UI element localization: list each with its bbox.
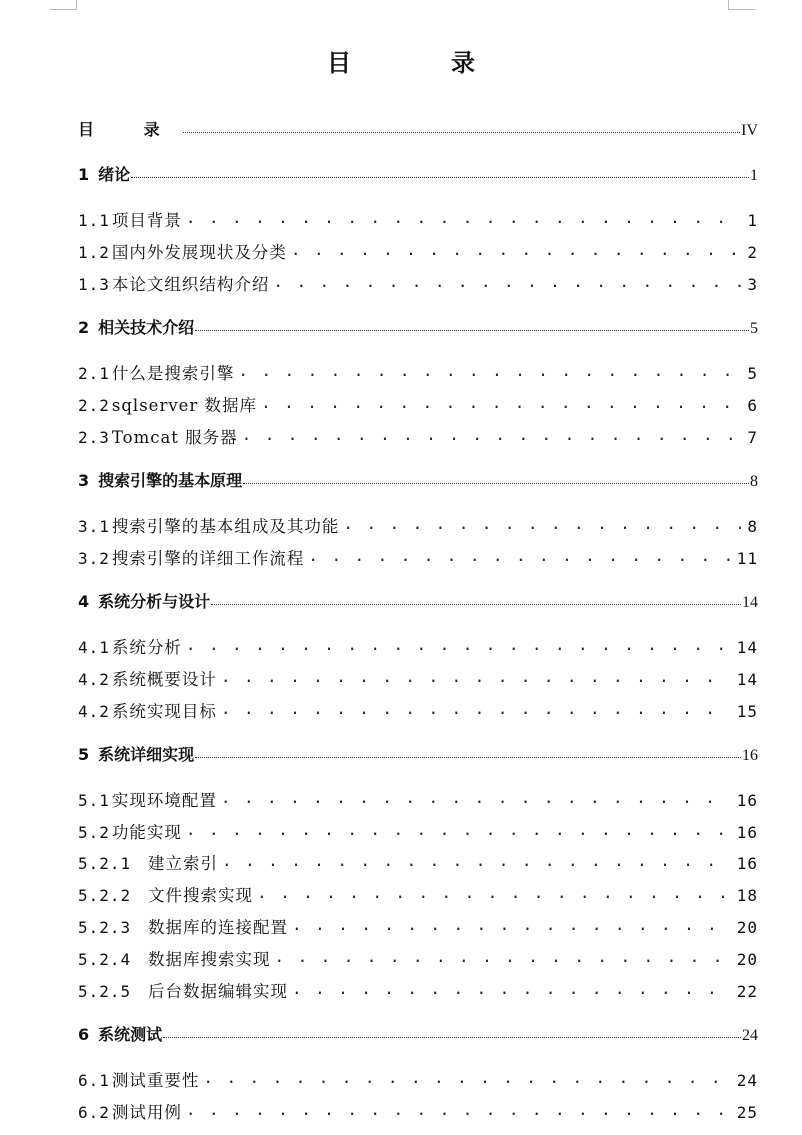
toc-entry-label: 建立索引 bbox=[148, 854, 218, 873]
toc-entry-number: 2.2 bbox=[78, 396, 110, 415]
toc-entry-label: 系统测试 bbox=[98, 1025, 163, 1044]
toc-page-number: 15 bbox=[736, 702, 758, 721]
toc-dot-leader bbox=[203, 1072, 730, 1086]
toc-entry-label: 系统概要设计 bbox=[111, 670, 217, 689]
toc-entry-label: 搜索引擎的详细工作流程 bbox=[111, 549, 305, 568]
toc-chapter-entry[interactable] bbox=[78, 1022, 758, 1048]
toc-page-number: 5 bbox=[747, 364, 758, 383]
toc-dot-leader bbox=[186, 212, 741, 226]
toc-page-number: 16 bbox=[736, 823, 758, 842]
toc-page-number: 1 bbox=[747, 211, 758, 230]
toc-section-entry[interactable] bbox=[78, 634, 758, 660]
toc-entry-number: 5.2 bbox=[78, 823, 110, 842]
toc-page-number: 16 bbox=[736, 791, 758, 810]
toc-entry-label: 绪论 bbox=[98, 165, 131, 184]
toc-dot-leader bbox=[222, 855, 731, 869]
toc-section-entry[interactable] bbox=[78, 787, 758, 813]
toc-entry-number: 5.2.4 bbox=[78, 950, 132, 969]
toc-dot-leader bbox=[243, 469, 749, 484]
toc-page-number: 16 bbox=[736, 854, 758, 873]
toc-dot-leader bbox=[221, 792, 731, 806]
toc-entry-label: 目 录 bbox=[78, 120, 182, 139]
toc-page-number: 16 bbox=[742, 747, 758, 764]
toc-page-number: 11 bbox=[736, 549, 758, 568]
toc-chapter-entry[interactable] bbox=[78, 162, 758, 188]
toc-page-number: 20 bbox=[736, 918, 758, 937]
toc-entry-number: 1.1 bbox=[78, 211, 110, 230]
toc-page-number: 8 bbox=[750, 473, 758, 490]
toc-entry-number: 6.2 bbox=[78, 1103, 110, 1122]
toc-page-number: 5 bbox=[750, 320, 758, 337]
toc-page-number: 25 bbox=[736, 1103, 758, 1122]
toc-section-entry[interactable] bbox=[78, 666, 758, 692]
toc-page-number: 8 bbox=[747, 517, 758, 536]
toc-entry-label: 系统分析 bbox=[111, 638, 182, 657]
toc-entry-label: 搜索引擎的基本组成及其功能 bbox=[111, 517, 340, 536]
toc-entry-label: 相关技术介绍 bbox=[98, 318, 195, 337]
toc-section-entry[interactable] bbox=[78, 882, 758, 908]
toc-page-number: 1 bbox=[750, 167, 758, 184]
toc-entry-label: 实现环境配置 bbox=[111, 791, 217, 810]
toc-section-entry[interactable] bbox=[78, 698, 758, 724]
toc-page-number: 20 bbox=[736, 950, 758, 969]
toc-entry-number: 5.1 bbox=[78, 791, 110, 810]
toc-dot-leader bbox=[195, 743, 741, 758]
toc-entry-number: 3 bbox=[78, 471, 90, 490]
toc-entry-label: 测试用例 bbox=[111, 1103, 182, 1122]
toc-dot-leader bbox=[186, 639, 731, 653]
toc-entry-label: 系统分析与设计 bbox=[98, 592, 211, 611]
toc-section-entry[interactable] bbox=[78, 207, 758, 233]
toc-dot-leader bbox=[131, 163, 749, 178]
toc-entry-number: 2.3 bbox=[78, 428, 110, 447]
toc-dot-leader bbox=[211, 590, 741, 605]
toc-page-number: 14 bbox=[736, 670, 758, 689]
toc-page-number: 14 bbox=[736, 638, 758, 657]
toc-entry-number: 5 bbox=[78, 745, 90, 764]
toc-section-entry[interactable] bbox=[78, 392, 758, 418]
toc-entry-number: 1.3 bbox=[78, 275, 110, 294]
toc-section-entry[interactable] bbox=[78, 978, 758, 1004]
toc-dot-leader bbox=[186, 824, 731, 838]
toc-page-number: 18 bbox=[736, 886, 758, 905]
toc-section-entry[interactable] bbox=[78, 914, 758, 940]
toc-entry-label: 系统实现目标 bbox=[111, 702, 217, 721]
toc-entry-number: 6 bbox=[78, 1025, 90, 1044]
toc-entry-label: 项目背景 bbox=[111, 211, 182, 230]
toc-dot-leader bbox=[257, 887, 731, 901]
page-corner-mark-left bbox=[50, 0, 77, 10]
toc-entry-number: 4.2 bbox=[78, 670, 110, 689]
toc-dot-leader bbox=[221, 671, 731, 685]
toc-section-entry[interactable] bbox=[78, 850, 758, 876]
page-corner-mark-right bbox=[728, 0, 755, 10]
toc-dot-leader bbox=[273, 276, 741, 290]
toc-entry-number: 4.1 bbox=[78, 638, 110, 657]
toc-section-entry[interactable] bbox=[78, 239, 758, 265]
toc-entry-label: 文件搜索实现 bbox=[148, 886, 253, 905]
toc-section-entry[interactable] bbox=[78, 545, 758, 571]
toc-entry-number: 5.2.5 bbox=[78, 982, 132, 1001]
toc-entry-label: 国内外发展现状及分类 bbox=[111, 243, 287, 262]
toc-page-number: 3 bbox=[747, 275, 758, 294]
toc-chapter-entry[interactable] bbox=[78, 742, 758, 768]
toc-entry-label: 数据库搜索实现 bbox=[148, 950, 271, 969]
toc-page-number: 6 bbox=[747, 396, 758, 415]
toc-entry-number: 2 bbox=[78, 318, 90, 337]
toc-chapter-entry[interactable] bbox=[78, 117, 758, 143]
toc-entry-number: 4.2 bbox=[78, 702, 110, 721]
toc-entry-number: 3.1 bbox=[78, 517, 110, 536]
toc-section-entry[interactable] bbox=[78, 424, 758, 450]
toc-entry-number: 4 bbox=[78, 592, 90, 611]
toc-page-number: 14 bbox=[742, 594, 758, 611]
toc-dot-leader bbox=[163, 1023, 741, 1038]
toc-chapter-entry[interactable] bbox=[78, 468, 758, 494]
toc-entry-label: 功能实现 bbox=[111, 823, 182, 842]
toc-section-entry[interactable] bbox=[78, 819, 758, 845]
toc-entry-number: 6.1 bbox=[78, 1071, 110, 1090]
toc-dot-leader bbox=[308, 550, 730, 564]
toc-entry-number: 1 bbox=[78, 165, 90, 184]
toc-entry-label: 系统详细实现 bbox=[98, 745, 195, 764]
toc-section-entry[interactable] bbox=[78, 946, 758, 972]
toc-section-entry[interactable] bbox=[78, 1099, 758, 1125]
page-title: 目 录 bbox=[327, 49, 513, 77]
toc-dot-leader bbox=[221, 703, 731, 717]
toc-entry-number: 5.2.1 bbox=[78, 854, 132, 873]
toc-entry-label: 测试重要性 bbox=[111, 1071, 200, 1090]
toc-entry-label: 数据库的连接配置 bbox=[148, 918, 288, 937]
toc-dot-leader bbox=[183, 118, 741, 133]
toc-entry-number: 3.2 bbox=[78, 549, 110, 568]
toc-entry-label: 什么是搜索引擎 bbox=[111, 364, 235, 383]
toc-dot-leader bbox=[261, 397, 741, 411]
toc-entry-label: sqlserver 数据库 bbox=[111, 396, 258, 415]
toc-entry-number: 5.2.3 bbox=[78, 918, 132, 937]
toc-section-entry[interactable] bbox=[78, 360, 758, 386]
toc-dot-leader bbox=[238, 365, 741, 379]
toc-chapter-entry[interactable] bbox=[78, 315, 758, 341]
toc-dot-leader bbox=[195, 316, 749, 331]
toc-section-entry[interactable] bbox=[78, 1067, 758, 1093]
toc-dot-leader bbox=[275, 951, 731, 965]
toc-page-number: 22 bbox=[736, 982, 758, 1001]
toc-entry-label: 本论文组织结构介绍 bbox=[111, 275, 270, 294]
toc-section-entry[interactable] bbox=[78, 271, 758, 297]
toc-dot-leader bbox=[292, 983, 731, 997]
toc-entry-number: 5.2.2 bbox=[78, 886, 132, 905]
toc-page-number: 2 bbox=[747, 243, 758, 262]
toc-page-number: 24 bbox=[742, 1027, 758, 1044]
toc-entry-label: 后台数据编辑实现 bbox=[148, 982, 288, 1001]
toc-section-entry[interactable] bbox=[78, 513, 758, 539]
toc-page-number: IV bbox=[741, 122, 758, 139]
toc-dot-leader bbox=[242, 429, 742, 443]
toc-entry-label: Tomcat 服务器 bbox=[111, 428, 238, 447]
toc-entry-label: 搜索引擎的基本原理 bbox=[98, 471, 243, 490]
toc-entry-number: 1.2 bbox=[78, 243, 110, 262]
toc-dot-leader bbox=[291, 244, 741, 258]
toc-dot-leader bbox=[292, 919, 731, 933]
toc-chapter-entry[interactable] bbox=[78, 589, 758, 615]
toc-entry-number: 2.1 bbox=[78, 364, 110, 383]
toc-page-number: 7 bbox=[747, 428, 758, 447]
toc-dot-leader bbox=[186, 1104, 731, 1118]
toc-page-number: 24 bbox=[736, 1071, 758, 1090]
toc-dot-leader bbox=[343, 518, 741, 532]
